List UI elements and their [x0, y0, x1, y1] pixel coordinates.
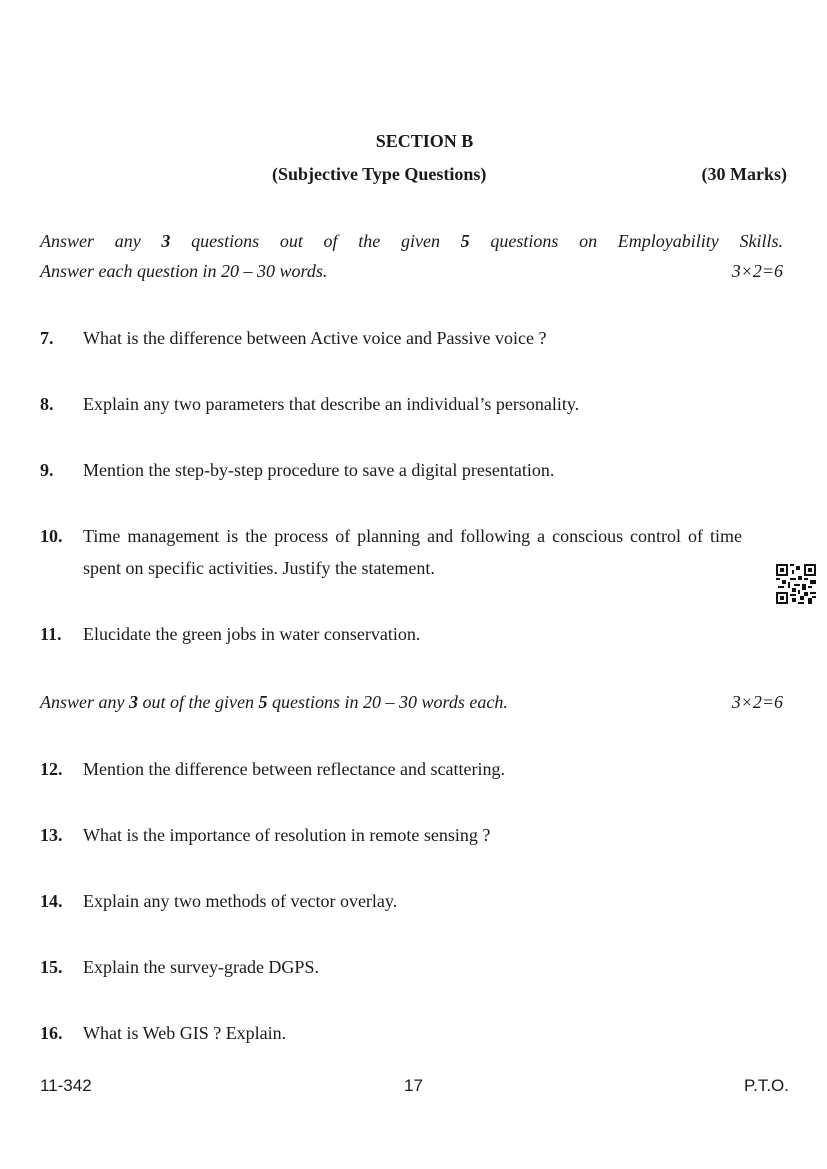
instruction-count: 3: [129, 692, 138, 712]
section-subtitle: (Subjective Type Questions): [272, 164, 487, 184]
question-item: [40, 753, 742, 785]
instruction-text: Answer any: [40, 231, 162, 251]
question-number: 7.: [40, 328, 54, 348]
question-item: [40, 520, 742, 584]
part2-instruction: [40, 687, 783, 717]
question-number: 10.: [40, 526, 63, 546]
question-text: Mention the difference between reflectance and scattering.: [83, 759, 505, 779]
question-text: Time management is the process of planning and following a conscious control of time spent on specific activities. Justify the statement.: [83, 526, 742, 578]
question-number: 11.: [40, 624, 62, 644]
pto-label: P.T.O.: [743, 1076, 789, 1095]
instruction-text: questions out of the given: [170, 231, 461, 251]
instruction-text: Answer each question in 20 – 30 words.: [40, 261, 328, 281]
part2-instruction-line: [40, 687, 783, 717]
instruction-text: questions in 20 – 30 words each.: [267, 692, 508, 712]
instruction-text: out of the given: [138, 692, 259, 712]
section-title: SECTION B: [375, 131, 474, 151]
question-text: Elucidate the green jobs in water conservation.: [83, 624, 421, 644]
page-number: 17: [404, 1076, 423, 1095]
question-item: [40, 885, 742, 917]
part1-marks: 3×2=6: [731, 261, 783, 281]
question-number: 13.: [40, 825, 63, 845]
question-text: Explain any two parameters that describe an individual’s personality.: [83, 394, 580, 414]
part1-instruction-line1: [40, 226, 783, 256]
part1-instruction: [40, 226, 783, 286]
question-text: Mention the step-by-step procedure to save a digital presentation.: [83, 460, 555, 480]
question-number: 12.: [40, 759, 63, 779]
question-item: [40, 1017, 742, 1049]
qr-code-icon: [776, 564, 816, 604]
question-number: 16.: [40, 1023, 63, 1043]
question-text: What is Web GIS ? Explain.: [83, 1023, 287, 1043]
instruction-total: 5: [460, 231, 470, 251]
part2-marks: 3×2=6: [731, 692, 783, 712]
question-item: [40, 454, 742, 486]
paper-code: 11-342: [40, 1076, 92, 1095]
section-marks: (30 Marks): [701, 164, 787, 184]
part1-instruction-line2: [40, 256, 783, 286]
question-text: Explain the survey-grade DGPS.: [83, 957, 319, 977]
question-number: 14.: [40, 891, 63, 911]
instruction-total: 5: [258, 692, 268, 712]
question-text: What is the importance of resolution in remote sensing ?: [83, 825, 491, 845]
question-number: 9.: [40, 460, 54, 480]
instruction-text-wrap: [40, 687, 508, 717]
question-item: [40, 951, 742, 983]
question-number: 8.: [40, 394, 54, 414]
question-text: Explain any two methods of vector overlay.: [83, 891, 398, 911]
question-item: [40, 322, 742, 354]
instruction-count: 3: [161, 231, 171, 251]
question-number: 15.: [40, 957, 63, 977]
question-item: [40, 618, 742, 650]
question-text: What is the difference between Active voice and Passive voice ?: [83, 328, 547, 348]
instruction-text: questions on Employability Skills.: [469, 231, 783, 251]
instruction-text: Answer any: [40, 692, 129, 712]
question-item: [40, 388, 742, 420]
question-item: [40, 819, 742, 851]
